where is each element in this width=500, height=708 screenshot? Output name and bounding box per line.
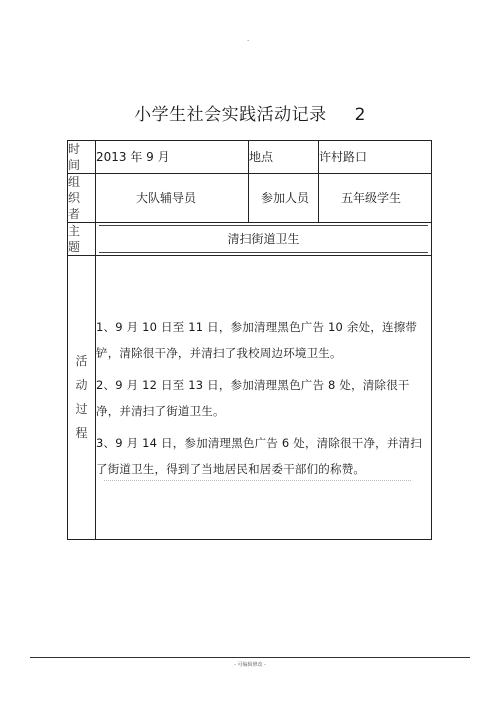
subject-value-cell [96,223,432,256]
place-value: 许村路口 [319,141,432,174]
subject-row [68,223,432,256]
process-label: 活 动 过 程 [68,256,96,540]
activity-record-table [67,140,432,540]
faint-rule [104,480,411,481]
participants-value: 五年级学生 [319,174,432,223]
participants-label: 参加人员 [249,174,319,223]
time-label: 时 间 [68,141,96,174]
subject-value: 清扫街道卫生 [227,232,300,246]
top-dot-mark: . [247,35,250,43]
process-row [68,256,432,540]
process-item-2: 2、9 月 12 日至 13 日，参加清理黑色广告 8 处，清除很干净，并清扫了街道卫生。 [96,377,410,418]
time-row [68,141,432,174]
footer-rule [30,657,470,658]
organizer-row [68,174,432,223]
page-title [0,104,500,126]
process-item-3: 3、9 月 14 日，参加清理黑色广告 6 处，清除很干净，并清扫了街道卫生，得到了当地居民和居委干部们的称赞。 [96,435,422,476]
page-title-number: 2 [354,105,366,125]
process-item-1: 1、9 月 10 日至 11 日，参加清理黑色广告 10 余处，连擦带铲，清除很干净，并清扫了我校周边环境卫生。 [96,319,418,360]
organizer-value: 大队辅导员 [96,174,249,223]
place-label: 地点 [249,141,319,174]
subject-label: 主 题 [68,223,96,256]
process-content [96,256,432,540]
time-value: 2013 年 9 月 [96,141,249,174]
page-title-text: 小学生社会实践活动记录 [134,105,327,125]
footer-note: - 可编辑修改 - [234,662,266,668]
organizer-label: 组 织 者 [68,174,96,223]
